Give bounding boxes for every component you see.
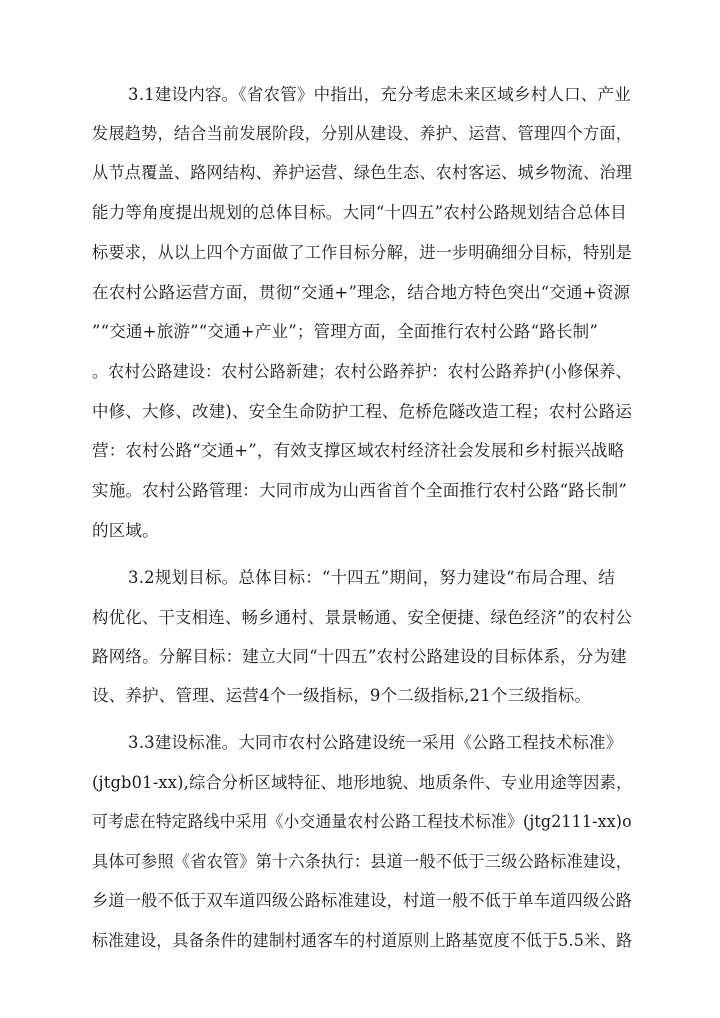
paragraph-3-3-line: 3.3建设标准。大同市农村公路建设统一采用《公路工程技术标准》 [128, 733, 623, 752]
paragraph-3-1-line: 中修、大修、改建)、安全生命防护工程、危桥危隧改造工程；农村公路运 [92, 402, 633, 421]
paragraph-3-2-line: 构优化、干支相连、畅乡通村、景景畅通、安全便捷、绿色经济”的农村公 [92, 608, 633, 627]
paragraph-3-3-line: (jtgb01-xx),综合分析区域特征、地形地貌、地质条件、专业用途等因素， [92, 773, 633, 792]
paragraph-3-1-line: 发展趋势，结合当前发展阶段，分别从建设、养护、运营、管理四个方面， [92, 124, 633, 143]
paragraph-3-1-line: 标要求，从以上四个方面做了工作目标分解，进一步明确细分目标，特别是 [92, 243, 633, 262]
paragraph-3-1-line: 能力等角度提出规划的总体目标。大同“十四五”农村公路规划结合总体目 [92, 203, 627, 222]
paragraph-3-3-line: 乡道一般不低于双车道四级公路标准建设，村道一般不低于单车道四级公路 [92, 891, 633, 910]
paragraph-3-1-line: 在农村公路运营方面，贯彻“交通+”理念，结合地方特色突出“交通+资源 [92, 283, 631, 302]
paragraph-3-1-line: ”“交通+旅游”“交通+产业”；管理方面，全面推行农村公路“路长制” [92, 322, 598, 341]
paragraph-3-2-line: 路网络。分解目标：建立大同“十四五”农村公路建设的目标体系，分为建 [92, 647, 627, 666]
paragraph-3-1-line: 从节点覆盖、路网结构、养护运营、绿色生态、农村客运、城乡物流、治理 [92, 163, 633, 182]
paragraph-3-3-line: 可考虑在特定路线中采用《小交通量农村公路工程技术标准》(jtg2111-xx)o [92, 812, 632, 831]
paragraph-3-2-line: 3.2规划目标。总体目标：“十四五”期间，努力建设“布局合理、结 [128, 568, 615, 587]
paragraph-3-2-line: 设、养护、管理、运营4个一级指标，9个二级指标,21个三级指标。 [92, 686, 592, 705]
paragraph-3-3-line: 具体可参照《省农管》第十六条执行：县道一般不低于三级公路标准建设， [92, 852, 633, 871]
paragraph-3-1-line: 营：农村公路“交通+”，有效支撑区域农村经济社会发展和乡村振兴战略 [92, 441, 625, 460]
paragraph-3-1-line: 的区域。 [92, 521, 159, 540]
paragraph-3-1-line: 实施。农村公路管理：大同市成为山西省首个全面推行农村公路“路长制” [92, 481, 627, 500]
paragraph-3-3-line: 标准建设，具备条件的建制村通客车的村道原则上路基宽度不低于5.5米、路 [92, 931, 633, 950]
paragraph-3-1-line: 。农村公路建设：农村公路新建；农村公路养护：农村公路养护(小修保养、 [92, 362, 632, 381]
paragraph-3-1-line: 3.1建设内容。《省农管》中指出，充分考虑未来区域乡村人口、产业 [128, 85, 631, 104]
